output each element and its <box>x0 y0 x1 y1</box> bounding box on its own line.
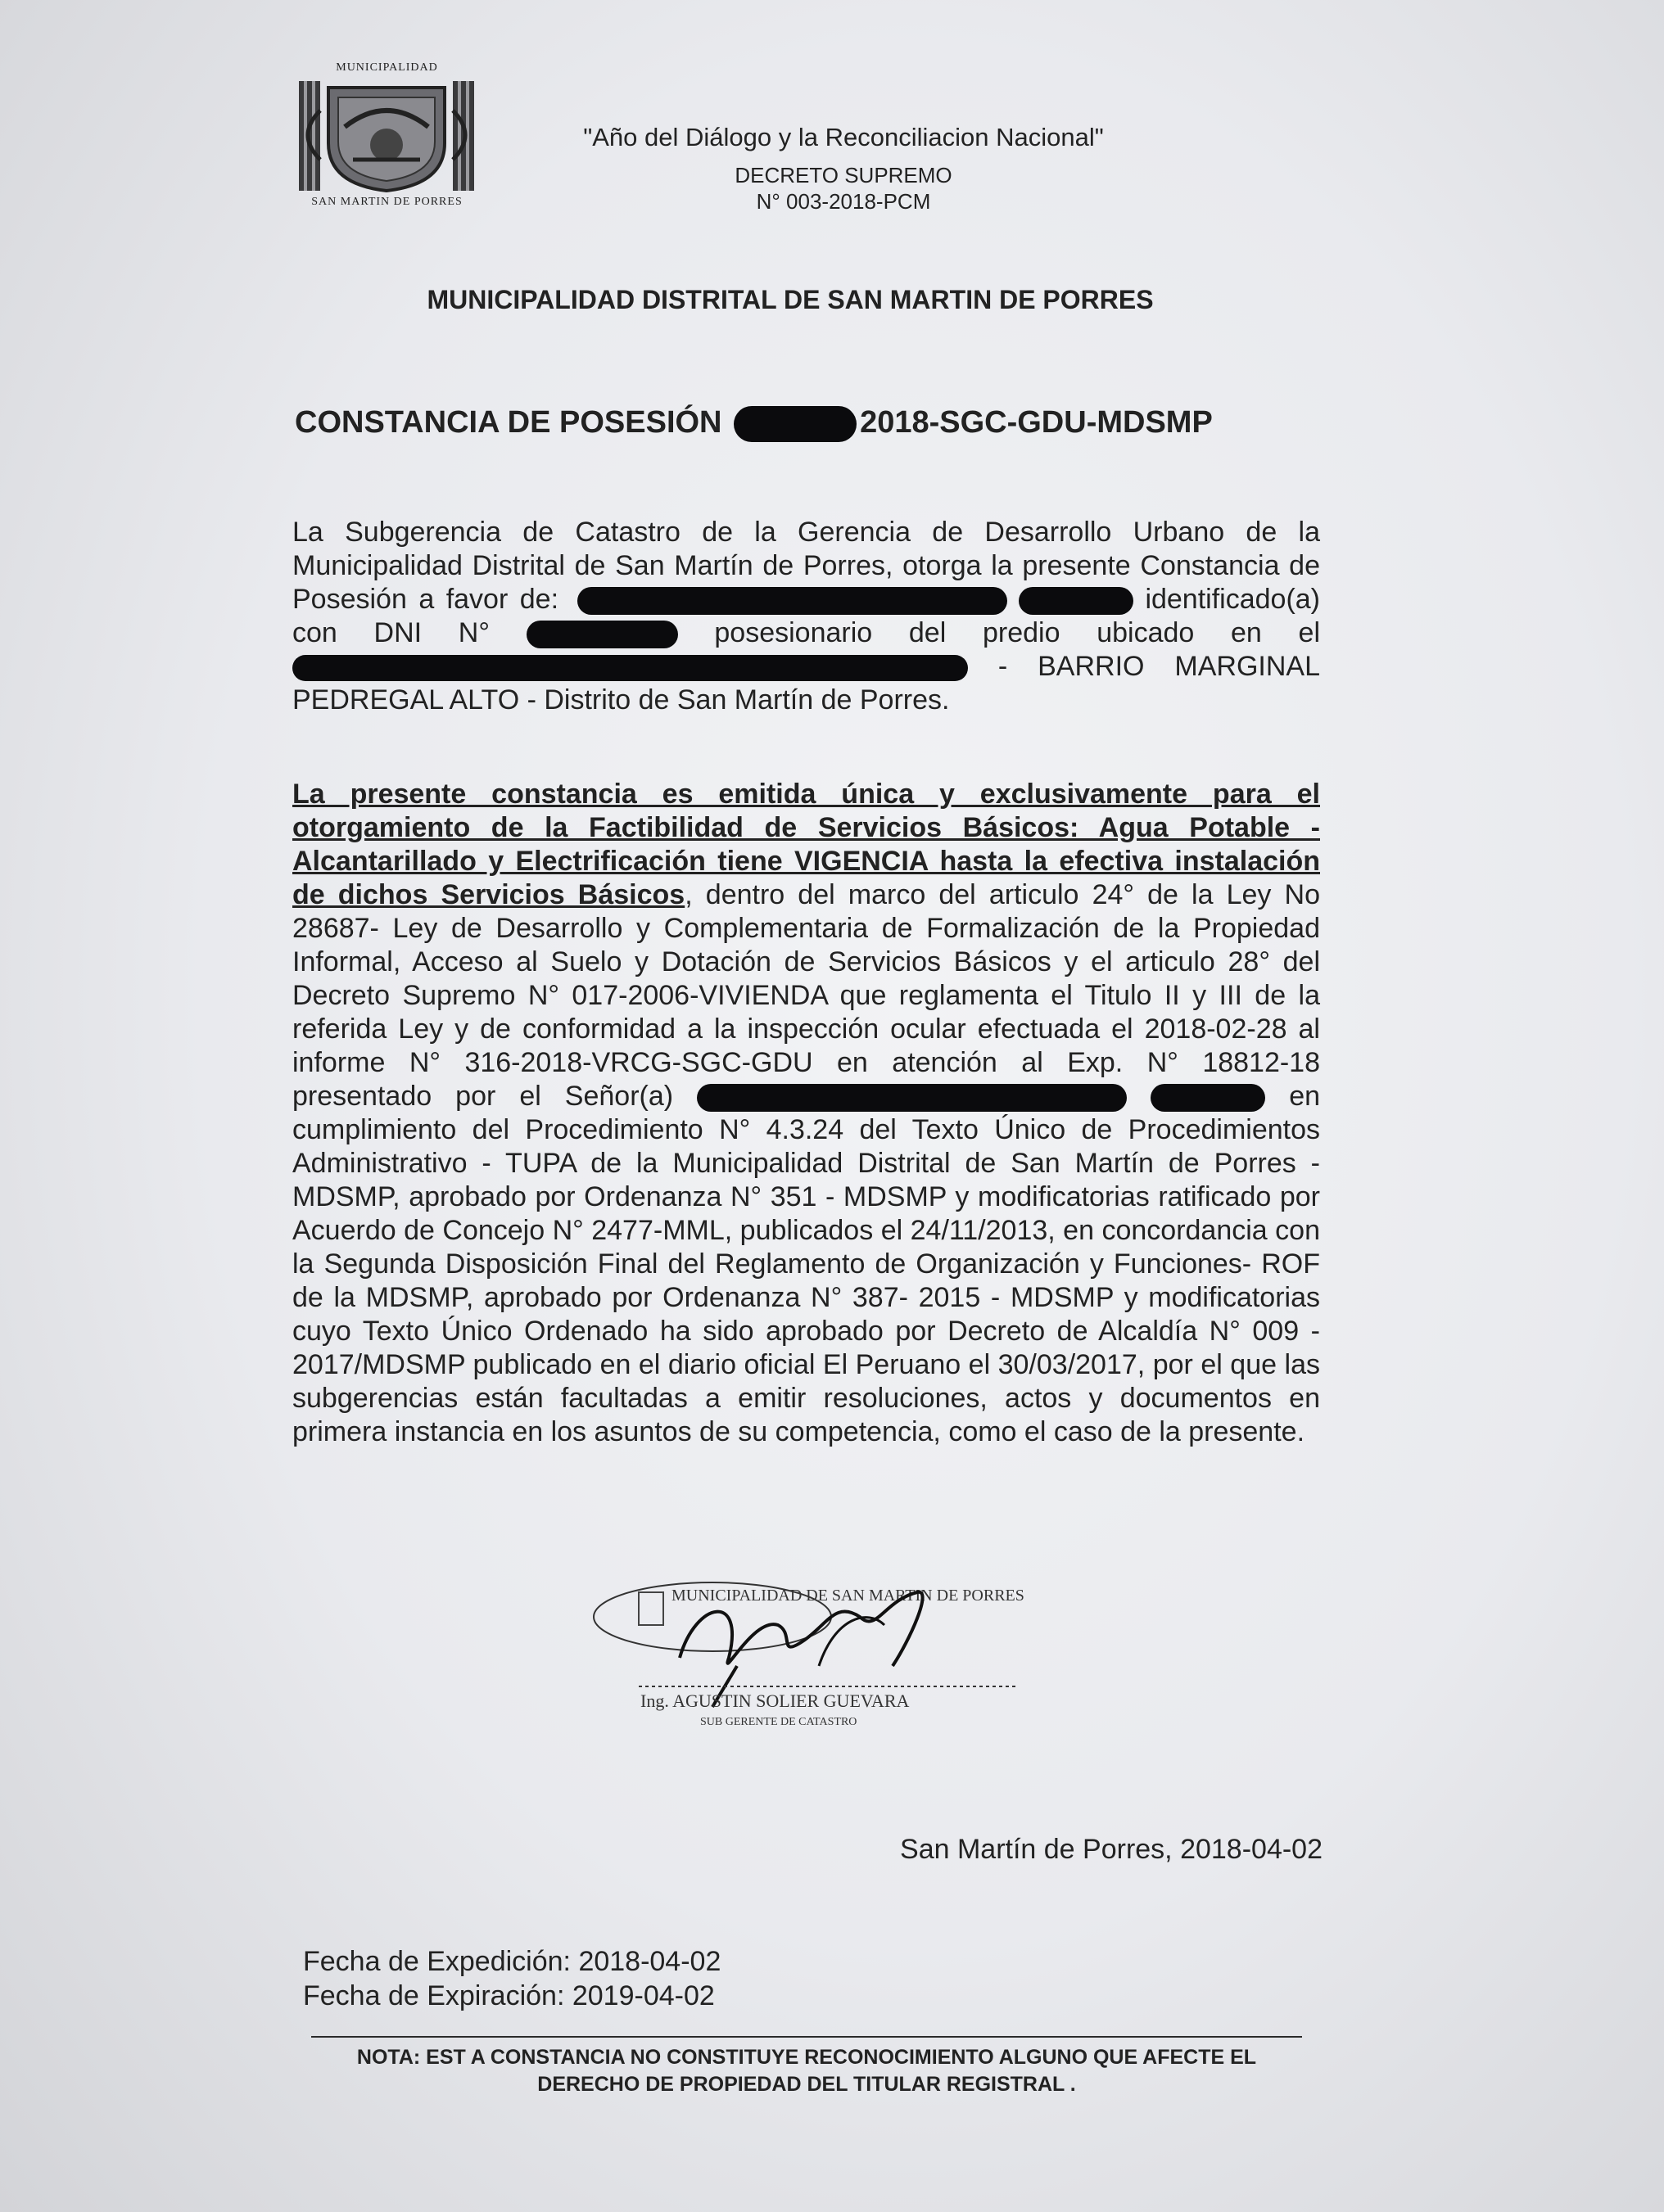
expiry-date-value: 2019-04-02 <box>572 1980 715 2011</box>
redaction-bar <box>1019 587 1133 615</box>
grant-text-2: identificado(a) con DNI N° <box>292 584 1320 648</box>
municipality-name: MUNICIPALIDAD DISTRITAL DE SAN MARTIN DE PORRES <box>427 285 1154 314</box>
logo-bottom-text: SAN MARTIN DE PORRES <box>311 196 463 208</box>
redaction-bar <box>577 587 1007 615</box>
note-line-1: NOTA: EST A CONSTANCIA NO CONSTITUYE RECONOCIMIENTO ALGUNO QUE AFECTE EL <box>356 2046 1257 2069</box>
redaction-bar <box>697 1084 1127 1112</box>
decree-line-1: DECRETO SUPREMO <box>735 163 952 187</box>
signature-icon <box>590 1568 1048 1748</box>
validity-dates <box>303 1944 721 2013</box>
expiry-date-row <box>303 1979 721 2013</box>
redaction-bar <box>1151 1084 1265 1112</box>
title-prefix: CONSTANCIA DE POSESIÓN <box>295 405 722 440</box>
supreme-decree <box>647 162 1040 214</box>
legal-text-1: , dentro del marco del articulo 24° de la Ley No 28687- Ley de Desarrollo y Complementaria de Formalización de la Propiedad Informal, Acceso al Suelo y Dotación de Servicios Básicos y el articulo 28° del Decreto Supremo N° 017-2006-VIVIENDA que reglamenta el Titulo II y III de la referida Ley y de conformidad a la inspección ocular efectuada el 2018-02-28 al informe N° 316-2018-VRCG-SGC-GDU en atención al Exp. N° 18812-18 presentado por el Señor(a) <box>292 879 1321 1112</box>
expiry-date-label: Fecha de Expiración: <box>303 1980 565 2011</box>
issue-date-label: Fecha de Expedición: <box>303 1946 571 1977</box>
municipal-logo <box>291 61 483 217</box>
signature-stamp <box>590 1568 1048 1748</box>
legal-text-2: en cumplimiento del Procedimiento N° 4.3.24 del Texto Único de Procedimientos Administrativo - TUPA de la Municipalidad Distrital de San Martín de Porres - MDSMP, aprobado por Ordenanza N° 351 - MDSMP y modificatorias ratificado por Acuerdo de Concejo N° 2477-MML, publicados el 24/11/2013, en concordancia con la Segunda Disposición Final del Reglamento de Organización y Funciones- ROF de la MDSMP, aprobado por Ordenanza N° 387- 2015 - MDSMP y modificatorias cuyo Texto Único Ordenado ha sido aprobado por Decreto de Alcaldía N° 009 - 2017/MDSMP publicado en el diario oficial El Peruano el 30/03/2017, por el que las subgerencias están facultadas a emitir resoluciones, actos y documentos en primera instancia en los asuntos de su competencia, como el caso de la presente. <box>292 1081 1321 1447</box>
stamp-role: SUB GERENTE DE CATASTRO <box>700 1716 857 1728</box>
stamp-entity: MUNICIPALIDAD DE SAN MARTIN DE PORRES <box>671 1587 1024 1605</box>
paragraph-legal-basis <box>292 778 1320 1449</box>
grant-text-3: posesionario del predio ubicado en el <box>714 617 1321 648</box>
grant-text-4: - BARRIO MARGINAL PEDREGAL ALTO - Distrito de San Martín de Porres. <box>292 651 1320 716</box>
legal-note <box>307 2044 1306 2098</box>
redaction-bar <box>527 621 678 648</box>
logo-top-text: MUNICIPALIDAD <box>336 61 438 74</box>
title-suffix: 2018-SGC-GDU-MDSMP <box>860 405 1213 440</box>
document-title <box>295 405 1359 442</box>
coat-of-arms-icon <box>296 78 477 194</box>
validity-clause: La presente constancia es emitida única y exclusivamente para el otorgamiento de la Factibilidad de Servicios Básicos: Agua Potable - Alcantarillado y Electrificación tiene VIGENCIA hasta la efectiva instalación de dichos Servicios Básicos <box>292 779 1320 910</box>
year-motto: "Año del Diálogo y la Reconciliacion Nacional" <box>583 123 1104 151</box>
issue-date-row <box>303 1944 721 1979</box>
paragraph-grant <box>292 516 1320 717</box>
issue-date-value: 2018-04-02 <box>578 1946 721 1977</box>
place-and-date: San Martín de Porres, 2018-04-02 <box>900 1834 1323 1865</box>
divider <box>311 2036 1302 2038</box>
decree-line-2: N° 003-2018-PCM <box>756 189 931 214</box>
stamp-name: Ing. AGUSTIN SOLIER GUEVARA <box>640 1691 910 1711</box>
note-line-2: DERECHO DE PROPIEDAD DEL TITULAR REGISTRAL . <box>537 2073 1076 2096</box>
grant-text-1: La Subgerencia de Catastro de la Gerencia de Desarrollo Urbano de la Municipalidad Distrital de San Martín de Porres, otorga la presente Constancia de Posesión a favor de: <box>292 517 1320 615</box>
redaction-bar <box>292 655 968 681</box>
redaction-bar <box>734 406 857 442</box>
